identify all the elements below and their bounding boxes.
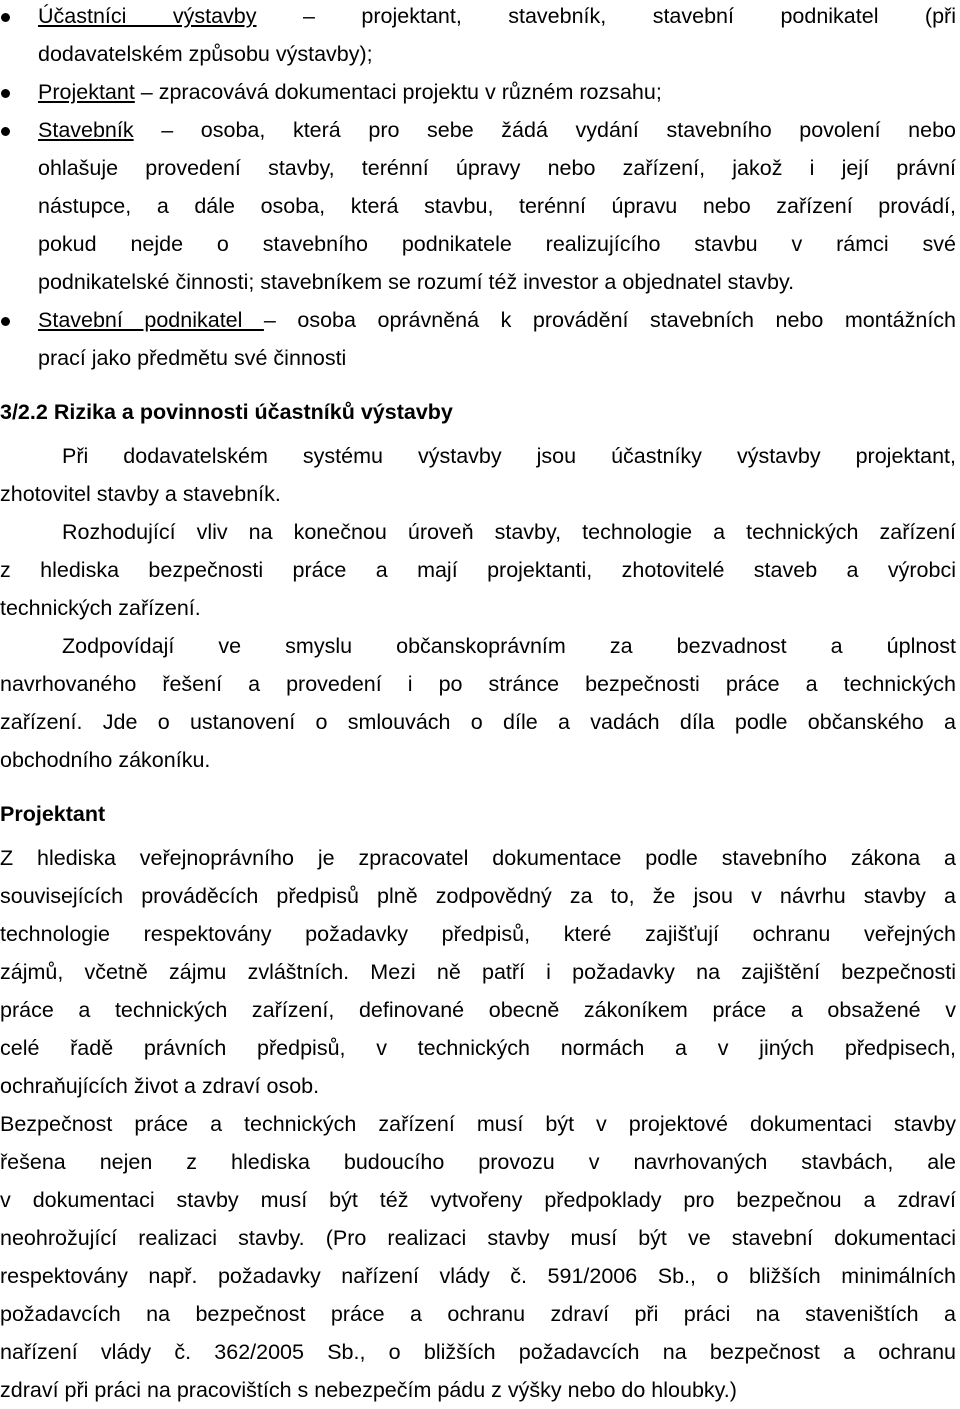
paragraph-line: zařízení. Jde o ustanovení o smlouvách o díle a vadách díla podle občanského a xyxy=(0,710,956,734)
bullet-dot-icon xyxy=(1,127,10,136)
paragraph xyxy=(0,437,956,513)
body-line: neohrožující realizaci stavby. (Pro realizaci stavby musí být ve stavební dokumentaci xyxy=(0,1226,956,1250)
paragraph-line: Rozhodující vliv na konečnou úroveň stavby, technologie a technických zařízení xyxy=(62,520,956,544)
bullet-dot-icon xyxy=(1,13,10,22)
bullet-line: podnikatelské činnosti; stavebníkem se rozumí též investor a objednatel stavby. xyxy=(38,270,795,294)
subheading: Projektant xyxy=(0,802,106,826)
body-line: zájmů, včetně zájmu zvláštních. Mezi ně patří i požadavky na zajištění bezpečnosti xyxy=(0,960,956,984)
body-line: řešena nejen z hlediska budoucího provozu v navrhovaných stavbách, ale xyxy=(0,1150,956,1174)
bullet-text xyxy=(38,301,956,377)
bullet-term: Stavebník xyxy=(38,118,134,142)
bullet-term: Stavební podnikatel xyxy=(38,308,264,332)
bullet-line: dodavatelském způsobu výstavby); xyxy=(38,42,373,66)
bullet-term: Projektant xyxy=(38,80,135,104)
paragraph xyxy=(0,513,956,627)
bullet-text xyxy=(38,111,956,301)
paragraph-line: obchodního zákoníku. xyxy=(0,748,211,772)
bullet-dot-icon xyxy=(1,317,10,326)
body-line: technologie respektovány požadavky předpisů, které zajišťují ochranu veřejných xyxy=(0,922,956,946)
bullet-term: Účastníci výstavby xyxy=(38,4,257,28)
bullet-line: – osoba, která pro sebe žádá vydání stavebního povolení nebo xyxy=(133,118,956,142)
bullet-text xyxy=(38,0,956,73)
body-line: respektovány např. požadavky nařízení vlády č. 591/2006 Sb., o bližších minimálních xyxy=(0,1264,956,1288)
body-line: v dokumentaci stavby musí být též vytvořeny předpoklady pro bezpečnou a zdraví xyxy=(0,1188,956,1212)
body-line: požadavcích na bezpečnost práce a ochranu zdraví při práci na staveništích a xyxy=(0,1302,956,1326)
paragraph xyxy=(0,627,956,779)
paragraph-line: zhotovitel stavby a stavebník. xyxy=(0,482,281,506)
section-number: 3/2.2 xyxy=(0,400,48,424)
body-paragraph xyxy=(0,1105,956,1409)
body-line: celé řadě právních předpisů, v technických normách a v jiných předpisech, xyxy=(0,1036,956,1060)
body-line: Bezpečnost práce a technických zařízení musí být v projektové dokumentaci stavby xyxy=(0,1112,956,1136)
body-line: práce a technických zařízení, definované obecně zákoníkem práce a obsažené v xyxy=(0,998,956,1022)
bullet-line: – projektant, stavebník, stavební podnikatel (při xyxy=(256,4,956,28)
bullet-text xyxy=(38,73,956,111)
section-title: Rizika a povinnosti účastníků výstavby xyxy=(53,400,453,424)
section-heading xyxy=(0,393,453,431)
bullet-line: – osoba oprávněná k provádění stavebních nebo montážních xyxy=(263,308,956,332)
body-line: ochraňujících život a zdraví osob. xyxy=(0,1074,320,1098)
body-paragraph xyxy=(0,839,956,1105)
bullet-line: – zpracovává dokumentaci projektu v různém rozsahu; xyxy=(134,80,662,104)
bullet-line: nástupce, a dále osoba, která stavbu, terénní úpravu nebo zařízení provádí, xyxy=(38,194,956,218)
body-line: zdraví při práci na pracovištích s nebezpečím pádu z výšky nebo do hloubky.) xyxy=(0,1378,737,1402)
body-line: nařízení vlády č. 362/2005 Sb., o bližších požadavcích na bezpečnost a ochranu xyxy=(0,1340,956,1364)
bullet-line: pokud nejde o stavebního podnikatele realizujícího stavbu v rámci své xyxy=(38,232,956,256)
paragraph-line: Při dodavatelském systému výstavby jsou účastníky výstavby projektant, xyxy=(62,444,956,468)
paragraph-line: navrhovaného řešení a provedení i po stránce bezpečnosti práce a technických xyxy=(0,672,956,696)
bullet-dot-icon xyxy=(1,89,10,98)
body-line: souvisejících prováděcích předpisů plně zodpovědný za to, že jsou v návrhu stavby a xyxy=(0,884,956,908)
bullet-line: prací jako předmětu své činnosti xyxy=(38,346,347,370)
paragraph-line: Zodpovídají ve smyslu občanskoprávním za bezvadnost a úplnost xyxy=(62,634,956,658)
paragraph-line: z hlediska bezpečnosti práce a mají projektanti, zhotovitelé staveb a výrobci xyxy=(0,558,956,582)
paragraph-line: technických zařízení. xyxy=(0,596,201,620)
body-line: Z hlediska veřejnoprávního je zpracovatel dokumentace podle stavebního zákona a xyxy=(0,846,956,870)
bullet-line: ohlašuje provedení stavby, terénní úpravy nebo zařízení, jakož i její právní xyxy=(38,156,956,180)
